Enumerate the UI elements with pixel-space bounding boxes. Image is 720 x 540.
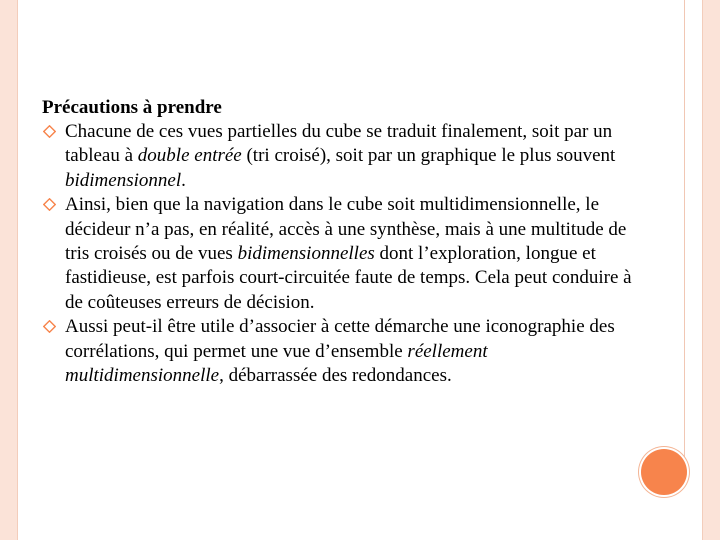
italic-text: bidimensionnel: [65, 169, 182, 191]
bullet-text: .: [181, 169, 186, 191]
left-border-decoration: [0, 0, 18, 540]
bullet-item: [42, 120, 642, 193]
bullet-item: [42, 193, 642, 315]
bullet-item: [42, 315, 642, 388]
italic-text: double entrée: [137, 145, 242, 167]
bullet-text: Aussi peut-il être utile d’associer à cette démarche une iconographie des corrélations, qui permet une vue d’ensemble: [65, 316, 615, 362]
italic-text: bidimensionnelles: [237, 243, 375, 265]
diamond-bullet-icon: [43, 198, 56, 211]
bullet-text: (tri croisé), soit par un graphique le plus souvent: [241, 145, 616, 167]
right-vertical-rule: [684, 0, 685, 460]
bullet-text: dont l’exploration, longue et fastidieuse, est parfois court-circuitée faute de temps. Cela peut conduire à de coûteuses erreurs de décision.: [65, 243, 632, 313]
right-border-decoration: [702, 0, 720, 540]
diamond-bullet-icon: [43, 320, 56, 333]
slide-content: [42, 96, 642, 388]
bullet-text: Chacune de ces vues partielles du cube se traduit finalement, soit par un tableau à: [65, 121, 613, 167]
italic-text: réellement multidimensionnelle: [65, 340, 488, 387]
bullet-text: Ainsi, bien que la navigation dans le cube soit multidimensionnelle, le décideur n’a pas, en réalité, accès à une synthèse, mais à une multitude de tris croisés ou de vues: [65, 194, 627, 265]
diamond-bullet-icon: [43, 125, 56, 138]
slide-heading: Précautions à prendre: [42, 97, 222, 118]
bullet-text: , débarrassée des redondances.: [219, 365, 452, 387]
bullet-list: [42, 120, 642, 388]
orange-circle-decoration: [641, 449, 687, 495]
